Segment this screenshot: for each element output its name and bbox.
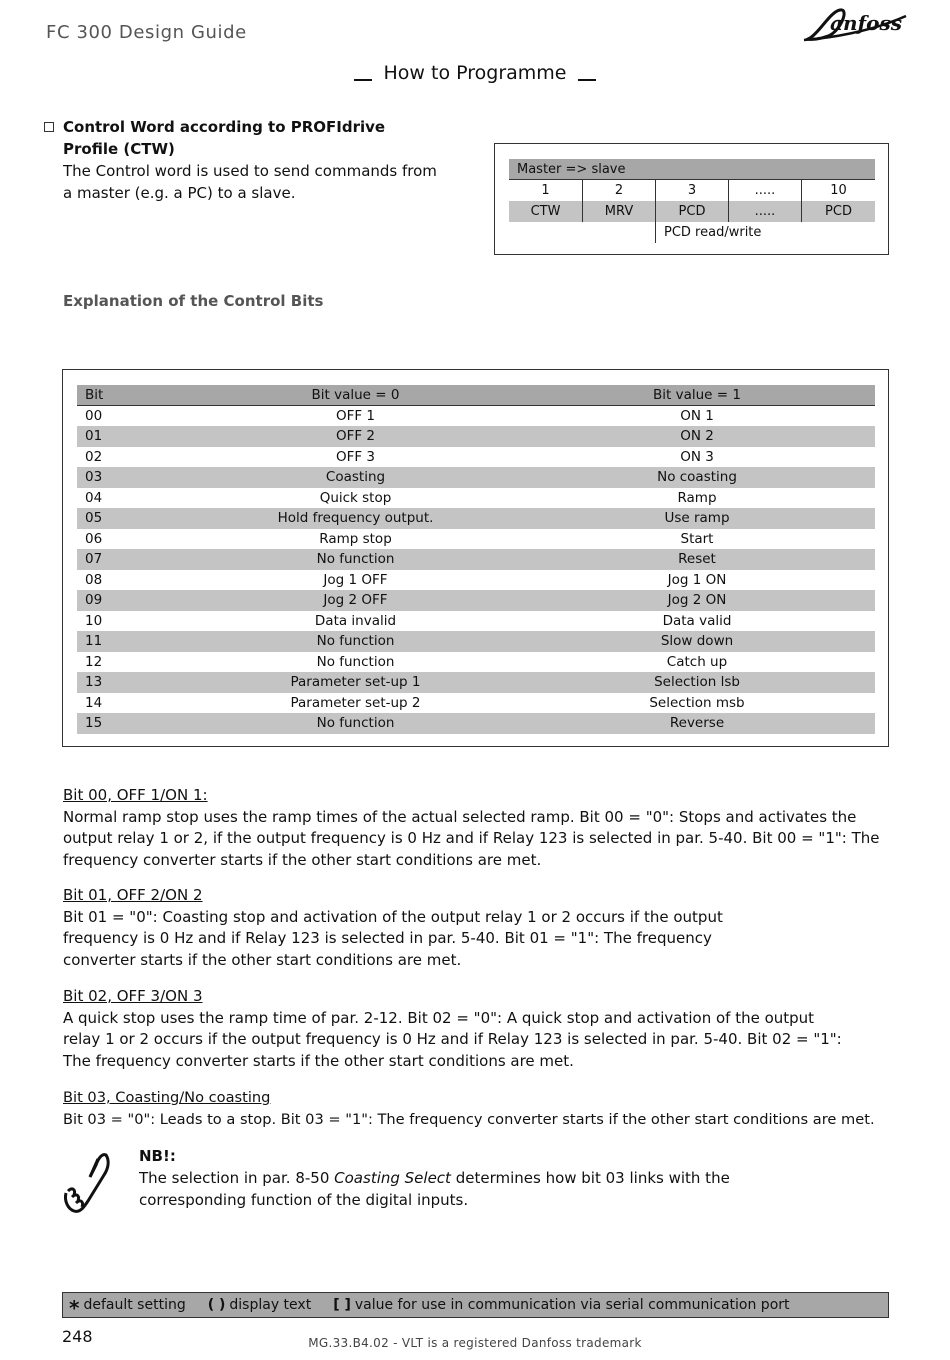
table-row [77,693,875,714]
telegram-cell: PCD [655,201,728,222]
note-body [139,1167,779,1211]
paragraph-bit-00 [63,785,893,871]
bit-number: 11 [85,633,103,650]
paragraph-body: Normal ramp stop uses the ramp times of the actual selected ramp. Bit 00 = "0": Stops and activates the output relay 1 or 2, if the output frequency is 0 Hz and if Relay 123 is selected in par. 5-40. Bit 00 = "1": The frequency converter starts if the other start conditions are met. [63,807,880,869]
table-row [77,611,875,632]
legend-item-default [69,1295,186,1320]
telegram-cell: 3 [655,180,728,201]
telegram-box [494,143,889,255]
table-row [77,447,875,468]
table-header-row [77,385,875,406]
bit-number: 08 [85,571,103,588]
legend-item-display [208,1297,311,1313]
bit-number: 01 [85,428,103,445]
telegram-header: Master => slave [509,159,875,180]
bit-value-0: Jog 2 OFF [323,592,388,609]
telegram-cell: 2 [582,180,655,201]
bit-value-0: Hold frequency output. [277,510,434,527]
explanation-title: Explanation of the Control Bits [63,292,324,310]
bit-value-1: Reset [678,551,716,568]
note-param-name: Coasting Select [334,1169,451,1187]
table-row [77,570,875,591]
bit-number: 03 [85,469,103,486]
bit-value-0: OFF 1 [335,407,376,424]
bit-value-1: Catch up [666,653,728,670]
paragraph-heading: Bit 02, OFF 3/ON 3 [63,987,203,1005]
document-title: FC 300 Design Guide [46,22,247,43]
brackets-symbol: [ ] [333,1297,351,1313]
bit-value-1: Use ramp [664,510,730,527]
bit-value-0: No function [316,633,395,650]
note-text [139,1145,779,1211]
bit-value-1: ON 2 [680,428,714,445]
note-text-before: The selection in par. 8-50 [139,1169,335,1187]
table-row [77,652,875,673]
bit-value-0: Parameter set-up 2 [290,694,421,711]
bit-number: 02 [85,448,103,465]
telegram-cell: 10 [801,180,875,201]
bit-value-1: Slow down [660,633,734,650]
bit-value-0: Data invalid [314,612,397,629]
telegram-table [509,159,875,243]
column-header-value-0: Bit value = 0 [311,386,400,403]
page-number: 248 [62,1327,93,1346]
telegram-label-row [509,201,875,222]
table-row [77,488,875,509]
intro-text: The Control word is used to send commands from a master (e.g. a PC) to a slave. [63,162,437,202]
paragraph-heading: Bit 03, Coasting/No coasting [63,1089,271,1106]
table-row [77,590,875,611]
footer-note: MG.33.B4.02 - VLT is a registered Danfoss trademark [308,1336,642,1350]
section-title-text: How to Programme [383,62,567,84]
intro-block [44,116,444,204]
control-bits-box [62,369,889,747]
column-header-bit: Bit [85,386,104,403]
table-row [77,631,875,652]
column-header-value-1: Bit value = 1 [653,386,741,403]
bit-number: 14 [85,694,103,711]
bit-value-1: Start [680,530,714,547]
paragraph-body: A quick stop uses the ramp time of par. 2-12. Bit 02 = "0": A quick stop and activation of the output relay 1 or 2 occurs if the output frequency is 0 Hz and if Relay 123 is selected in par. 5-40. Bit 02 = "1": The frequency converter starts if the other start conditions are met. [63,1008,842,1070]
section-title [0,62,950,84]
bit-value-0: Jog 1 OFF [323,571,388,588]
bit-value-0: No function [316,715,395,732]
svg-text:anfoss: anfoss [830,11,902,35]
bit-value-1: Reverse [669,715,725,732]
bit-value-1: Selection lsb [654,674,740,691]
bit-value-1: Selection msb [649,694,745,711]
table-row [77,713,875,734]
bit-value-1: Ramp [677,489,717,506]
table-row [77,406,875,427]
bit-value-1: ON 3 [680,448,714,465]
paragraph-body: Bit 03 = "0": Leads to a stop. Bit 03 = "1": The frequency converter starts if the other start conditions are met. [63,1110,875,1128]
bit-number: 06 [85,530,103,547]
table-row [77,467,875,488]
telegram-footer: PCD read/write [655,222,875,243]
bit-number: 07 [85,551,103,568]
telegram-spacer [509,222,655,243]
bit-value-1: Data valid [662,612,732,629]
bit-number: 12 [85,653,103,670]
telegram-cell: MRV [582,201,655,222]
telegram-cell: CTW [530,204,561,219]
bit-value-1: Jog 2 ON [667,592,727,609]
bit-value-0: No function [316,551,395,568]
intro-heading: Control Word according to PROFIdrive Profile (CTW) [63,118,386,158]
control-bits-table [77,385,875,734]
hand-pointing-icon [60,1149,112,1215]
telegram-cell: PCD [801,201,875,222]
bit-value-0: No function [316,653,395,670]
telegram-cell: 1 [541,183,550,198]
note-heading: NB!: [139,1147,176,1165]
bit-number: 05 [85,510,103,527]
telegram-cell: ..... [728,180,801,201]
table-row [77,529,875,550]
bit-value-0: OFF 2 [335,428,376,445]
bit-value-1: Jog 1 ON [667,571,727,588]
bit-number: 15 [85,715,103,732]
bit-value-0: OFF 3 [335,448,376,465]
table-row [77,426,875,447]
note-text-after: determines how bit 03 links with the corresponding function of the digital inputs. [139,1169,730,1209]
bullet-square-icon [44,122,54,132]
paragraph-bit-01 [63,885,763,971]
paragraph-bit-02 [63,986,848,1072]
title-dash-left [354,79,372,81]
table-row [77,672,875,693]
telegram-cell: ..... [728,201,801,222]
paragraph-bit-03 [63,1087,903,1130]
table-row [77,549,875,570]
legend-label: value for use in communication via serial communication port [354,1297,790,1313]
bit-value-0: Coasting [325,469,386,486]
bit-value-0: Ramp stop [319,530,392,547]
title-dash-right [578,79,596,81]
asterisk-icon: * [69,1296,80,1320]
paragraph-heading: Bit 01, OFF 2/ON 2 [63,886,203,904]
paragraph-heading: Bit 00, OFF 1/ON 1: [63,786,208,804]
bit-number: 04 [85,489,103,506]
bit-number: 13 [85,674,103,691]
legend-label: default setting [83,1297,186,1313]
bit-value-0: Parameter set-up 1 [290,674,421,691]
paragraph-body: Bit 01 = "0": Coasting stop and activation of the output relay 1 or 2 occurs if the output frequency is 0 Hz and if Relay 123 is selected in par. 5-40. Bit 01 = "1": The frequency converter starts if the other start conditions are met. [63,907,723,969]
bit-number: 10 [85,612,103,629]
bit-value-1: ON 1 [680,407,714,424]
bit-number: 09 [85,592,103,609]
bit-value-1: No coasting [657,469,737,486]
table-row [77,508,875,529]
telegram-number-row [509,180,875,201]
telegram-footer-row [509,222,875,243]
danfoss-logo [800,2,910,46]
bit-value-0: Quick stop [319,489,392,506]
legend-item-serial [333,1297,789,1313]
bit-number: 00 [85,407,103,424]
legend-label: display text [229,1297,312,1313]
parentheses-symbol: ( ) [207,1297,226,1313]
legend-bar [62,1292,889,1318]
